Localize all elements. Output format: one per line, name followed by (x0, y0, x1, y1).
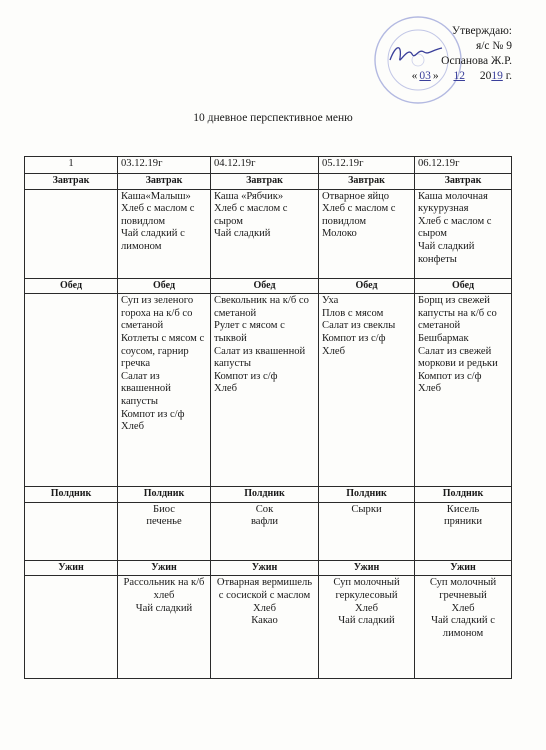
meal-header-cell: Обед (415, 278, 512, 294)
blank-cell (25, 576, 118, 679)
menu-cell (319, 189, 415, 278)
date-cell: 03.12.19г (118, 157, 211, 174)
menu-table (24, 156, 512, 679)
blank-cell (25, 189, 118, 278)
dish-item: Рулет с мясом с тыквой (214, 320, 285, 344)
dish-item: Салат из квашенной капусты (214, 345, 306, 370)
menu-cell (118, 502, 211, 560)
approval-line-2: я/с № 9 (475, 40, 512, 52)
dish-item: Молоко (322, 228, 357, 240)
dish-item: хлеб (153, 589, 175, 601)
dish-item: Каша«Малыш» (121, 190, 191, 202)
date-cell: 04.12.19г (211, 157, 319, 174)
dish-item: Свекольник на к/б со сметаной (214, 295, 309, 319)
meal-header-cell: Обед (211, 278, 319, 294)
dish-item: Каша «Рябчик» (214, 190, 284, 202)
dish-item: Салат из свежей моркови и редьки (418, 345, 498, 370)
meal-content-row (25, 189, 512, 278)
dish-item: Чай сладкий с лимоном (431, 615, 495, 639)
dish-item: Чай сладкий (338, 615, 395, 627)
dish-item: Хлеб (214, 383, 238, 395)
blank-cell (25, 294, 118, 487)
dish-item: Салат из квашенной капусты (121, 370, 171, 407)
meal-content-row (25, 502, 512, 560)
dish-item: Компот из с/ф (214, 370, 278, 382)
menu-table-body (25, 157, 512, 679)
meal-header-cell: Ужин (211, 560, 319, 576)
dish-item: Чай сладкий (135, 602, 193, 614)
menu-cell (118, 189, 211, 278)
dish-item: Хлеб (121, 421, 145, 433)
dish-item: Суп молочный геркулесовый (333, 577, 400, 601)
meal-header-cell: Завтрак (118, 174, 211, 190)
meal-header-cell: Обед (118, 278, 211, 294)
dish-item: Биос (152, 503, 175, 515)
meal-header-row (25, 278, 512, 294)
dish-item: Отварная вермишель с сосиской с маслом (216, 577, 313, 601)
dish-item: Компот из с/ф (322, 332, 386, 344)
dish-item: Кисель (446, 503, 480, 515)
dish-item: Чай сладкий (214, 228, 271, 240)
approval-month: 12 (453, 70, 465, 82)
approval-block (412, 24, 512, 84)
meal-header-cell: Обед (25, 278, 118, 294)
quote-close: » (432, 70, 439, 82)
dish-item: Сок (255, 503, 274, 515)
date-row (25, 157, 512, 174)
approval-day: 03 (419, 70, 431, 82)
approval-date-line (412, 69, 512, 84)
dish-item: Рассольник на к/б (123, 577, 205, 589)
blank-cell (25, 502, 118, 560)
dish-item: вафли (250, 516, 279, 528)
dish-item: печенье (146, 516, 182, 528)
menu-cell (415, 502, 512, 560)
meal-content-row (25, 294, 512, 487)
date-cell: 06.12.19г (415, 157, 512, 174)
dish-item: Суп из зеленого гороха на к/б со сметаной (121, 295, 194, 332)
page-title: 10 дневное перспективное меню (193, 112, 353, 124)
menu-cell (211, 294, 319, 487)
meal-header-cell: Завтрак (25, 174, 118, 190)
dish-item: Хлеб (451, 602, 475, 614)
dish-item: Хлеб с маслом с сыром (418, 215, 492, 240)
dish-item: Какао (251, 615, 278, 627)
meal-header-cell: Полдник (319, 487, 415, 503)
meal-header-cell: Ужин (415, 560, 512, 576)
date-cell: 05.12.19г (319, 157, 415, 174)
dish-item: Бешбармак (418, 332, 469, 344)
menu-cell (319, 294, 415, 487)
dish-item: Каша молочная кукурузная (418, 190, 488, 215)
dish-item: Компот из с/ф (418, 370, 482, 382)
dish-item: конфеты (418, 253, 457, 265)
dish-item: Хлеб (322, 345, 346, 357)
day-number-cell: 1 (25, 157, 118, 174)
menu-cell (211, 502, 319, 560)
meal-header-cell: Ужин (319, 560, 415, 576)
quote-open: « (411, 70, 418, 82)
meal-content-row (25, 576, 512, 679)
menu-cell (118, 576, 211, 679)
dish-item: Котлеты с мясом с соусом, гарнир гречка (121, 332, 205, 370)
menu-cell (319, 576, 415, 679)
dish-item: Хлеб с маслом с сыром (214, 203, 288, 227)
approval-line-3: Оспанова Ж.Р. (441, 55, 512, 67)
menu-cell (415, 189, 512, 278)
dish-item: Борщ из свежей капусты на к/б со сметаной (418, 295, 497, 332)
dish-item: Плов с мясом (322, 307, 384, 319)
meal-header-cell: Полдник (25, 487, 118, 503)
meal-header-cell: Завтрак (415, 174, 512, 190)
meal-header-cell: Ужин (118, 560, 211, 576)
menu-cell (211, 189, 319, 278)
approval-year-suffix: 19 (491, 70, 503, 82)
dish-item: Хлеб (418, 383, 442, 395)
dish-item: Отварное яйцо (322, 190, 390, 202)
meal-header-row (25, 487, 512, 503)
dish-item: Салат из свеклы (322, 320, 396, 332)
meal-header-cell: Полдник (211, 487, 319, 503)
dish-item: Сырки (351, 503, 382, 515)
menu-cell (319, 502, 415, 560)
dish-item: Компот из с/ф (121, 408, 185, 420)
menu-cell (415, 576, 512, 679)
dish-item: Хлеб с маслом с повидлом (121, 203, 195, 227)
meal-header-cell: Завтрак (319, 174, 415, 190)
dish-item: Хлеб (252, 602, 277, 614)
dish-item: Суп молочный гречневый (429, 577, 497, 601)
menu-cell (415, 294, 512, 487)
dish-item: Чай сладкий (418, 240, 475, 252)
approval-year-prefix: 20 (479, 70, 492, 82)
dish-item: Чай сладкий с лимоном (121, 228, 185, 252)
menu-cell (211, 576, 319, 679)
dish-item: пряники (444, 516, 482, 528)
dish-item: Хлеб с маслом с повидлом (322, 203, 396, 227)
meal-header-row (25, 560, 512, 576)
meal-header-cell: Полдник (118, 487, 211, 503)
meal-header-cell: Ужин (25, 560, 118, 576)
meal-header-cell: Полдник (415, 487, 512, 503)
menu-cell (118, 294, 211, 487)
meal-header-row (25, 174, 512, 190)
approval-line-1: Утверждаю: (451, 25, 512, 37)
dish-item: Хлеб (354, 602, 379, 614)
approval-year-unit: г. (505, 70, 512, 82)
meal-header-cell: Завтрак (211, 174, 319, 190)
meal-header-cell: Обед (319, 278, 415, 294)
dish-item: Уха (322, 295, 339, 307)
